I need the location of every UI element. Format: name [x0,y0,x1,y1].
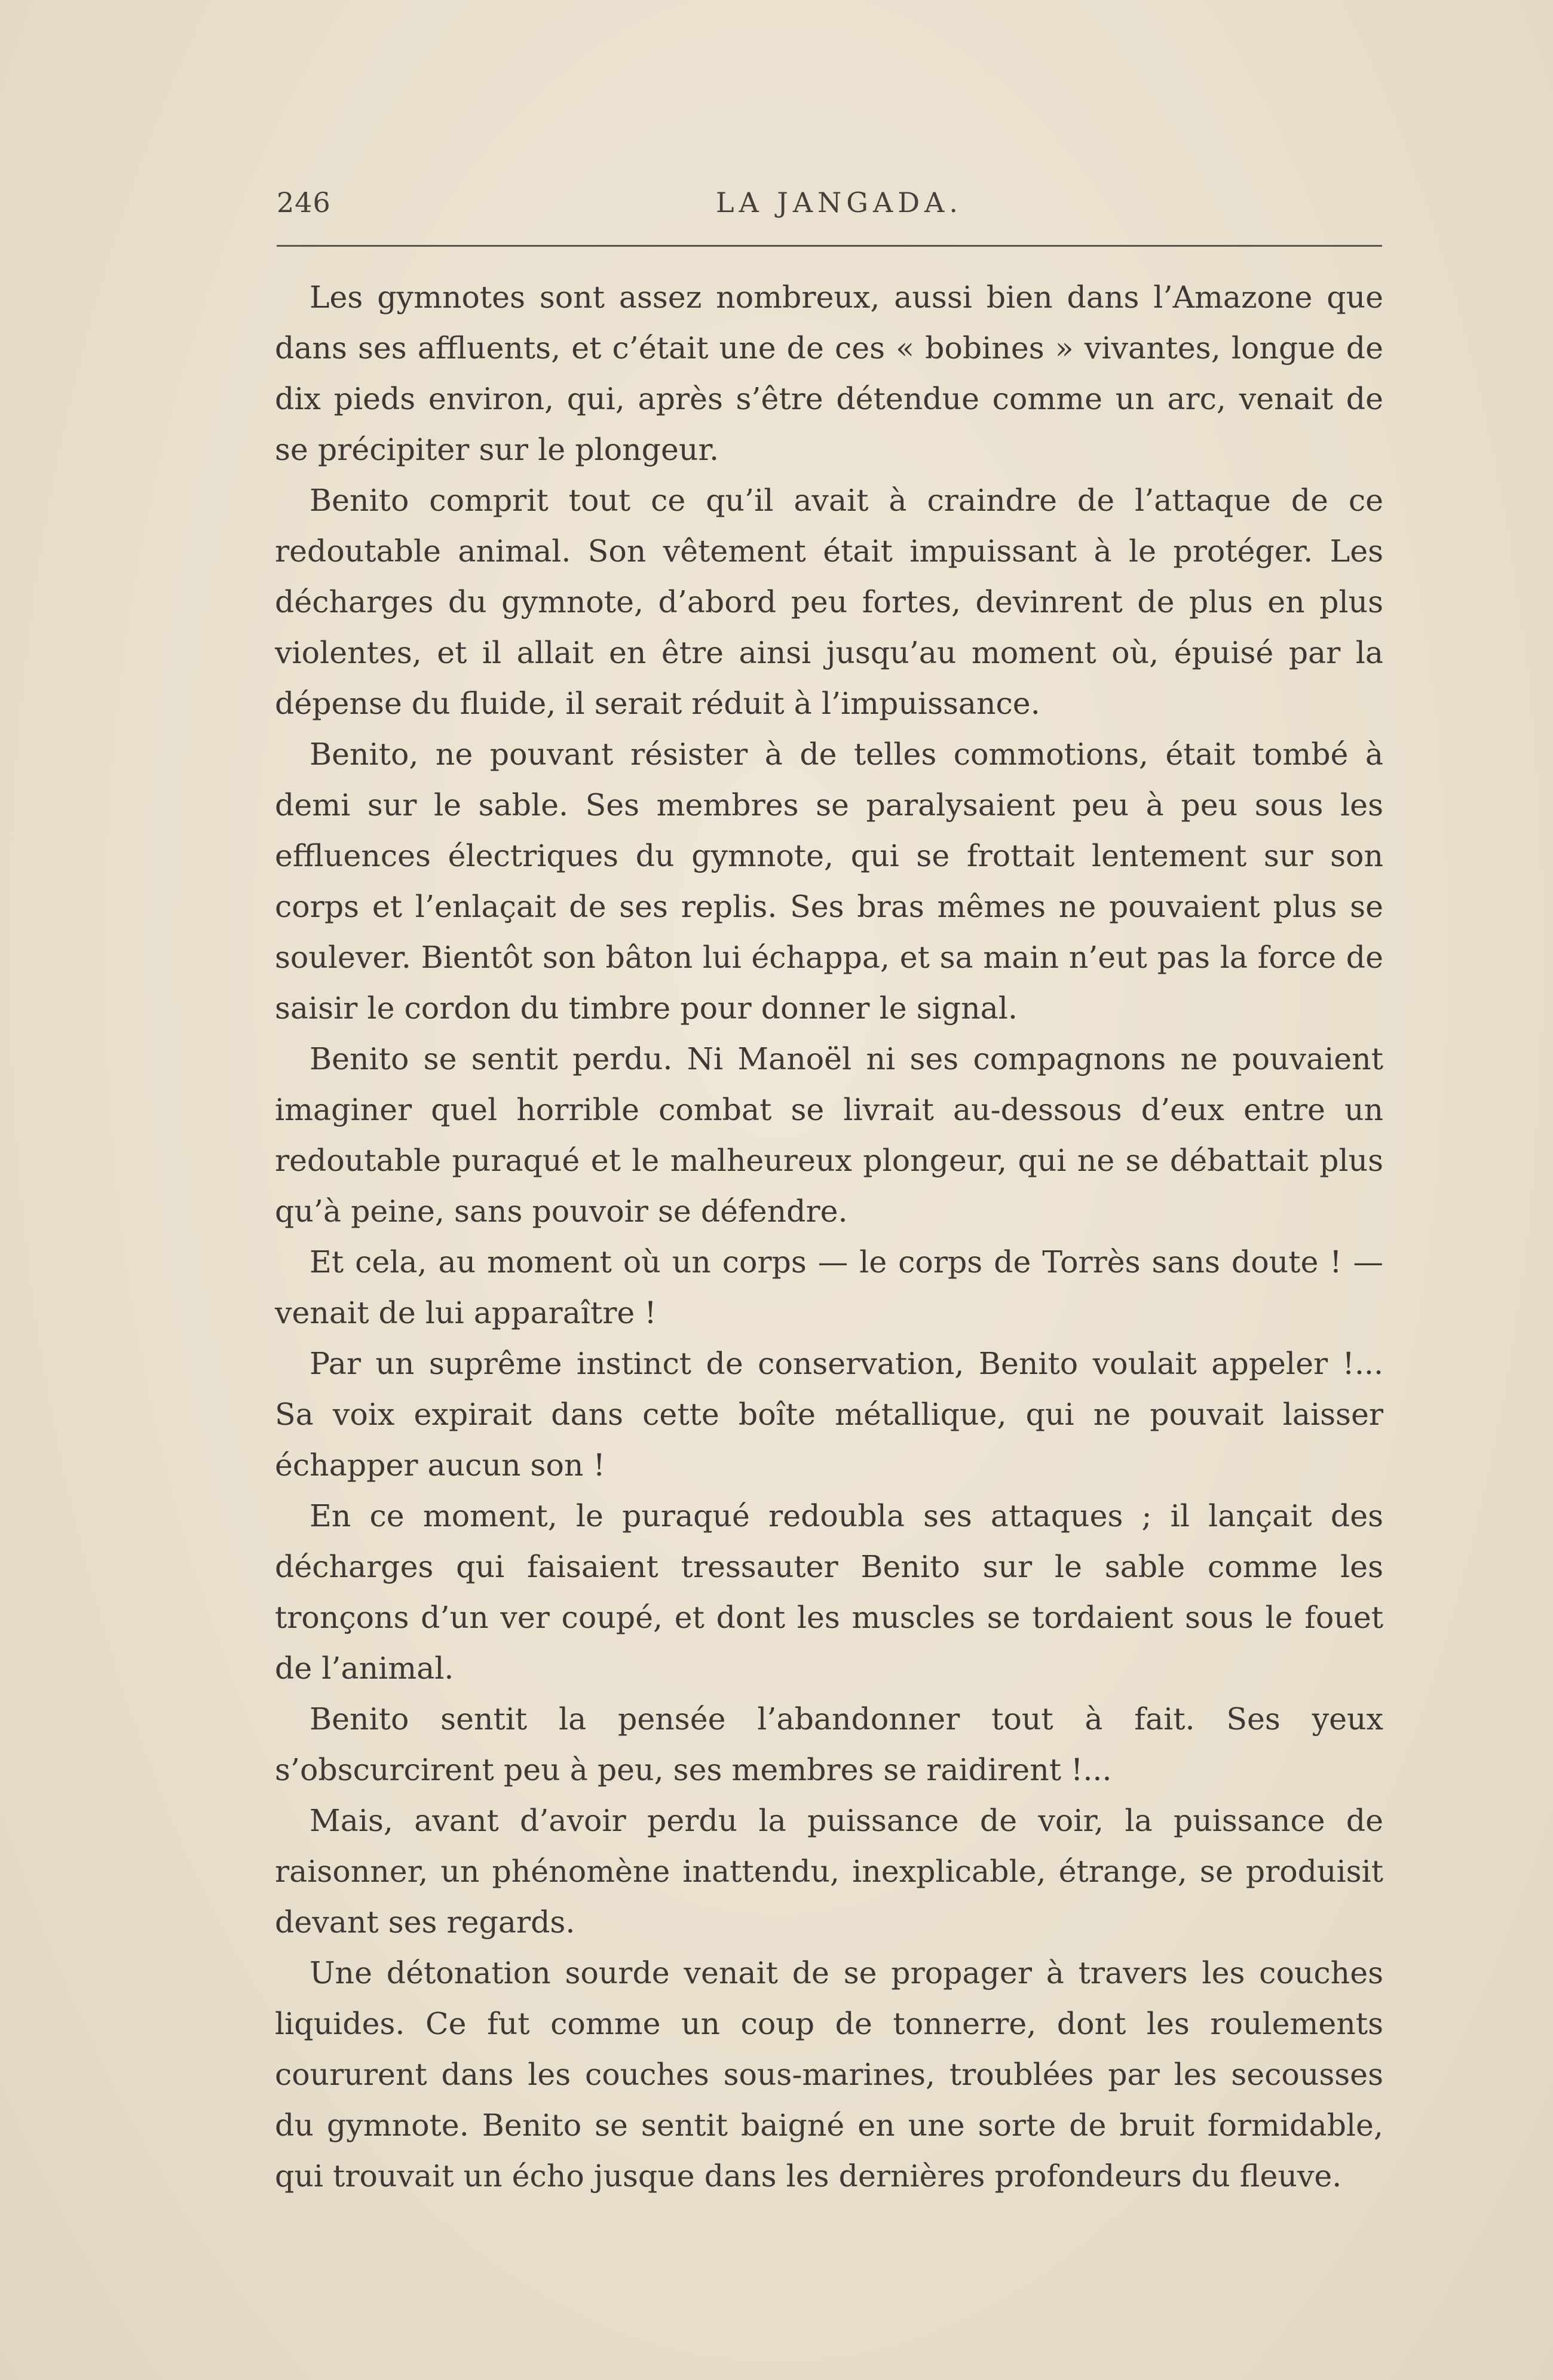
paragraph: Mais, avant d’avoir perdu la puissance de voir, la puissance de raisonner, un phénomène inattendu, inexplicable, étrange, se produisit devant ses regards. [275,1803,1383,1940]
paragraph: Et cela, au moment où un corps — le corps de Torrès sans doute ! — venait de lui apparaître ! [275,1244,1383,1330]
paragraph: Benito sentit la pensée l’abandonner tout à fait. Ses yeux s’obscurcirent peu à peu, ses membres se raidirent !... [275,1701,1383,1787]
paragraph: En ce moment, le puraqué redoubla ses attaques ; il lançait des décharges qui faisaient tressauter Benito sur le sable comme les tronçons d’un ver coupé, et dont les muscles se tordaient sous le fouet de l’animal. [275,1498,1383,1686]
paragraph: Par un suprême instinct de conservation, Benito voulait appeler !... Sa voix expirait dans cette boîte métallique, qui ne pouvait laisser échapper aucun son ! [275,1346,1383,1483]
paragraph: Une détonation sourde venait de se propager à travers les couches liquides. Ce fut comme un coup de tonnerre, dont les roulements coururent dans les couches sous-marines, troublées par les secousses du gymnote. Benito se sentit baigné en une sorte de bruit formidable, qui trouvait un écho jusque dans les dernières profondeurs du fleuve. [275,1955,1383,2194]
running-title: LA JANGADA. [716,186,963,219]
paragraph: Benito se sentit perdu. Ni Manoël ni ses compagnons ne pouvaient imaginer quel horrible combat se livrait au-dessous d’eux entre un redoutable puraqué et le malheureux plongeur, qui ne se débattait plus qu’à peine, sans pouvoir se défendre. [275,1041,1383,1229]
header-rule [277,245,1382,247]
paragraph: Benito comprit tout ce qu’il avait à craindre de l’attaque de ce redoutable animal. Son vêtement était impuissant à le protéger. Les décharges du gymnote, d’abord peu fortes, devinrent de plus en plus violentes, et il allait en être ainsi jusqu’au moment où, épuisé par la dépense du fluide, il serait réduit à l’impuissance. [275,483,1383,721]
page-header [277,179,1382,227]
page-number: 246 [277,186,331,219]
paragraph: Les gymnotes sont assez nombreux, aussi bien dans l’Amazone que dans ses affluents, et c’était une de ces « bobines » vivantes, longue de dix pieds environ, qui, après s’être détendue comme un arc, venait de se précipiter sur le plongeur. [275,280,1383,467]
paragraph: Benito, ne pouvant résister à de telles commotions, était tombé à demi sur le sable. Ses membres se paralysaient peu à peu sous les effluences électriques du gymnote, qui se frottait lentement sur son corps et l’enlaçait de ses replis. Ses bras mêmes ne pouvaient plus se soulever. Bientôt son bâton lui échappa, et sa main n’eut pas la force de saisir le cordon du timbre pour donner le signal. [275,737,1383,1026]
body-text [275,272,1383,2201]
